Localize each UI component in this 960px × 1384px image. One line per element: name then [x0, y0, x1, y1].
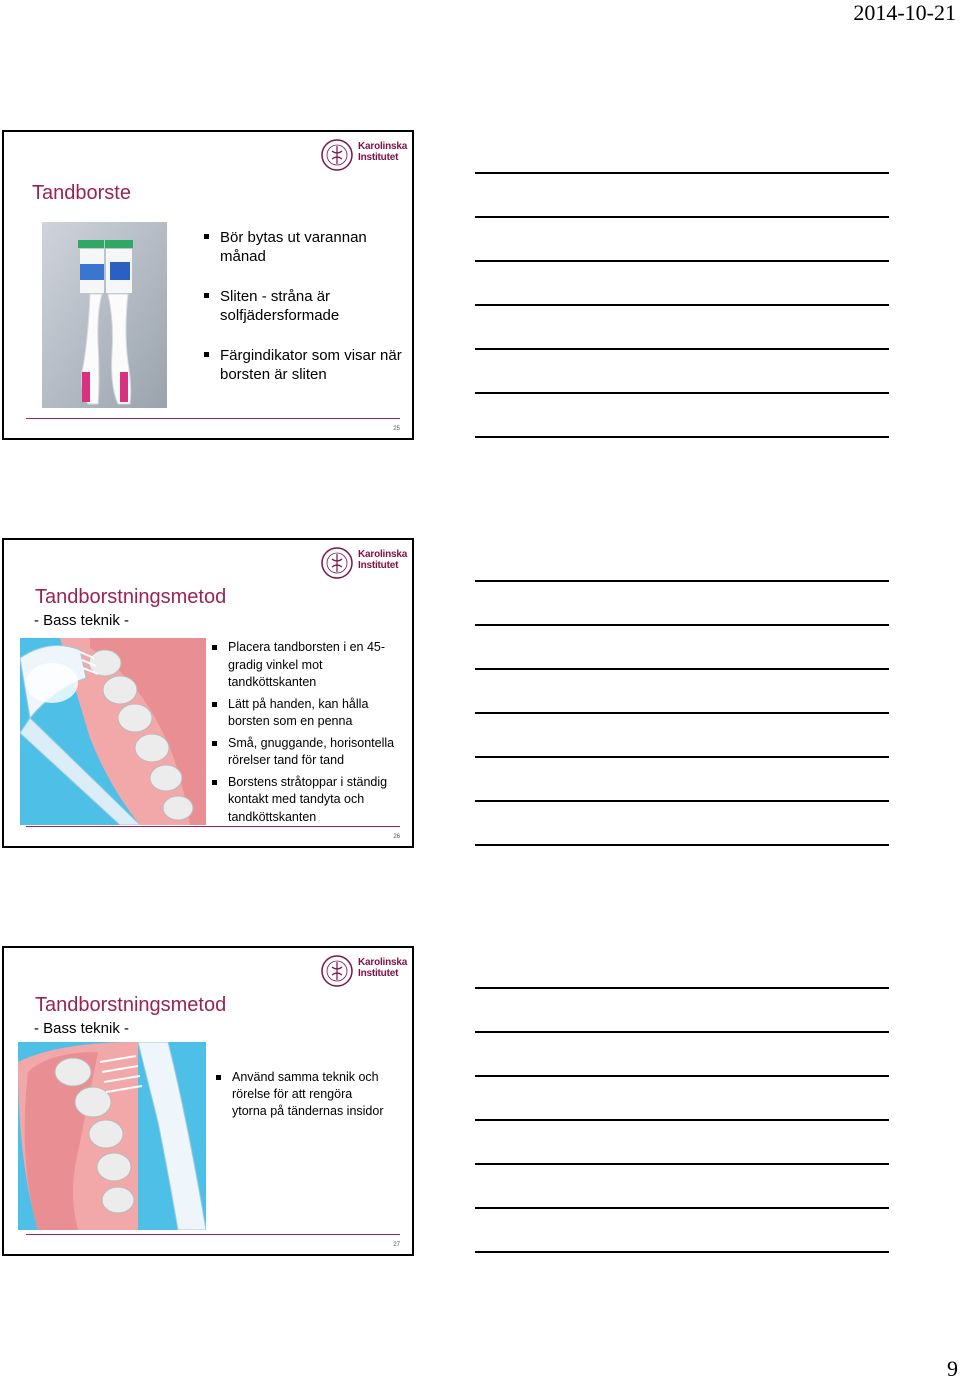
footer-line: [26, 1234, 400, 1235]
header-date: 2014-10-21: [853, 0, 956, 25]
footer-line: [26, 418, 400, 419]
karolinska-seal-icon: [320, 138, 354, 172]
slide-title: Tandborste: [32, 182, 131, 204]
karolinska-logo: [320, 954, 408, 990]
notes-lines-2: [475, 580, 889, 888]
bullet-item: Bör bytas ut varannan månad: [204, 228, 404, 266]
logo-text: Karolinska Institutet: [358, 549, 408, 571]
slide-number: 25: [393, 426, 400, 432]
slide-title: Tandborstningsmetod: [35, 586, 227, 608]
bullet-item: Använd samma teknik och rörelse för att rengöra ytorna på tändernas insidor: [216, 1069, 386, 1120]
slide-1: [2, 130, 414, 440]
footer-line: [26, 826, 400, 827]
slide-title: Tandborstningsmetod: [35, 994, 227, 1016]
toothbrush-image: [42, 222, 167, 408]
logo-text: Karolinska Institutet: [358, 141, 408, 163]
bullet-item: Lätt på handen, kan hålla borsten som en penna: [212, 696, 412, 731]
teeth-brushing-image: [20, 638, 206, 825]
slide-2: [2, 538, 414, 848]
logo-text: Karolinska Institutet: [358, 957, 408, 979]
slide-subtitle: - Bass teknik -: [34, 1020, 130, 1037]
bullet-item: Placera tandborsten i en 45-gradig vinkel mot tandköttskanten: [212, 639, 412, 692]
bullet-list: [212, 639, 412, 826]
slide-subtitle: - Bass teknik -: [34, 612, 130, 629]
teeth-inside-brushing-image: [18, 1042, 206, 1230]
slide-number: 27: [393, 1242, 400, 1248]
bullet-item: Färgindikator som visar när borsten är sliten: [204, 346, 404, 384]
notes-lines-3: [475, 987, 889, 1295]
page-number: 9: [947, 1356, 958, 1381]
bullet-list: [216, 1069, 386, 1120]
karolinska-seal-icon: [320, 546, 354, 580]
notes-lines-1: [475, 172, 889, 480]
bullet-item: Borstens stråtoppar i ständig kontakt med tandyta och tandköttskanten: [212, 774, 412, 827]
karolinska-seal-icon: [320, 954, 354, 988]
slide-number: 26: [393, 834, 400, 840]
bullet-item: Sliten - stråna är solfjädersformade: [204, 287, 404, 325]
slide-3: [2, 946, 414, 1256]
karolinska-logo: [320, 546, 408, 582]
karolinska-logo: [320, 138, 408, 174]
bullet-list: [204, 228, 404, 384]
bullet-item: Små, gnuggande, horisontella rörelser tand för tand: [212, 735, 412, 770]
